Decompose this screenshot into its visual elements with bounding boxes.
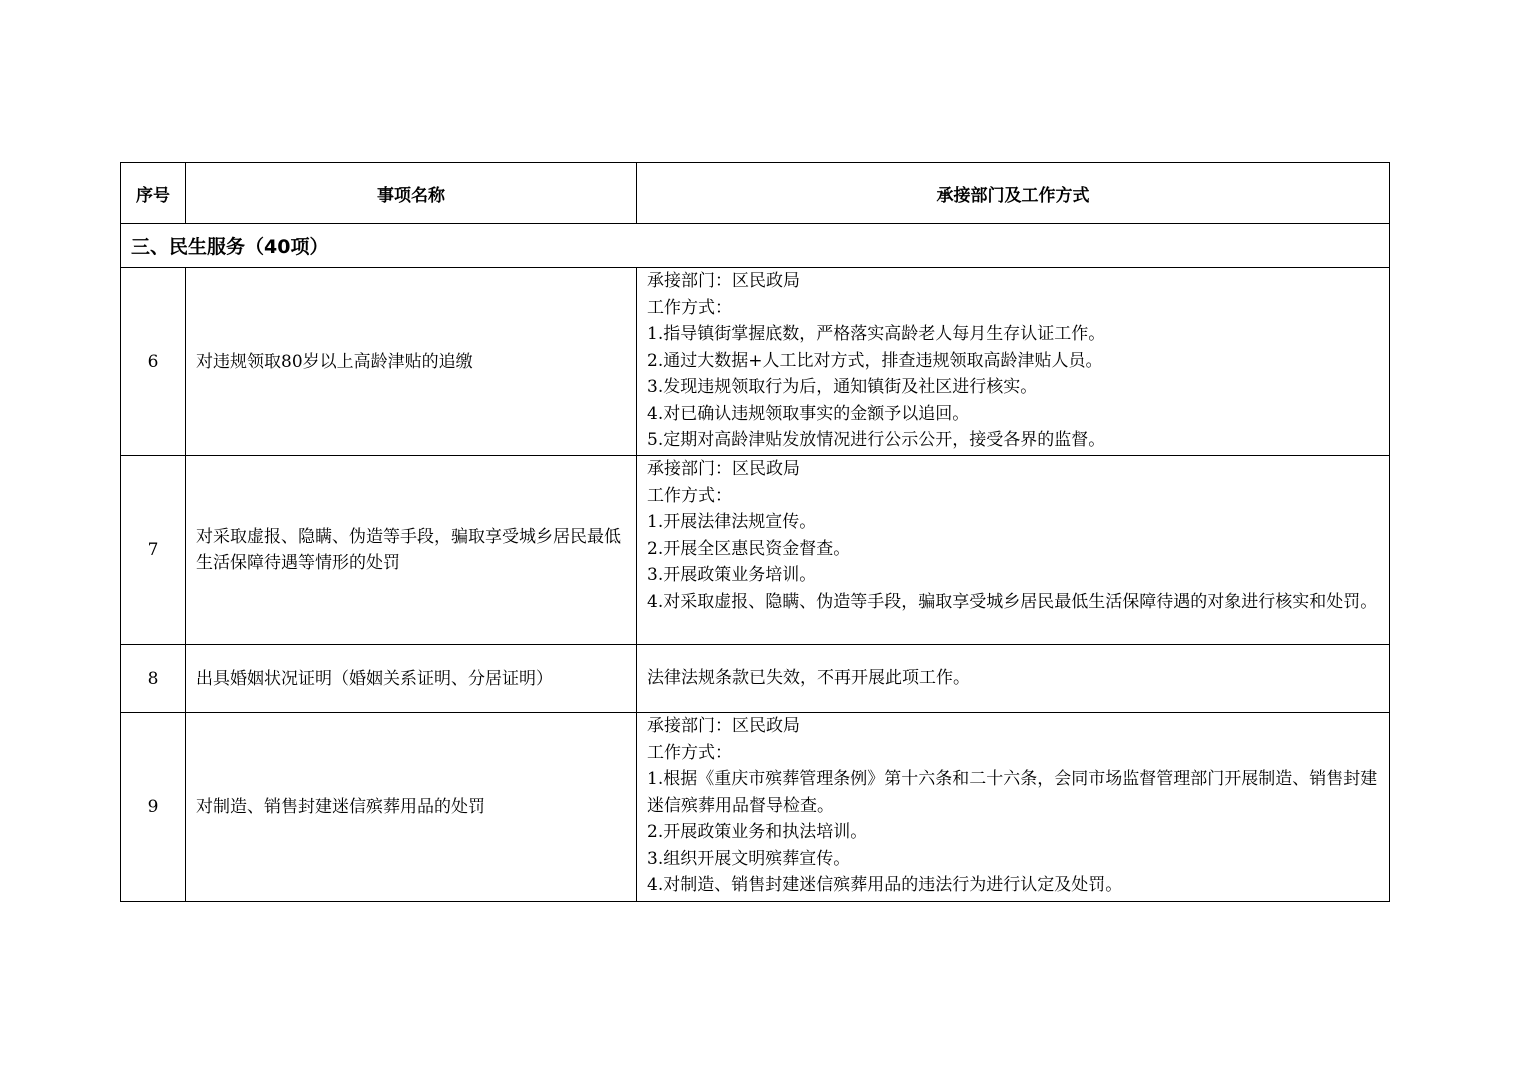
dept-line: 承接部门：区民政局	[647, 459, 800, 479]
section-row	[121, 224, 1390, 268]
row-serial-number: 6	[121, 268, 186, 456]
dept-line: 承接部门：区民政局	[647, 271, 800, 291]
table-header-row	[121, 163, 1390, 224]
row-department-method	[637, 645, 1390, 713]
row-item-name: 对违规领取80岁以上高龄津贴的追缴	[186, 268, 637, 456]
dept-line: 法律法规条款已失效，不再开展此项工作。	[647, 668, 970, 689]
header-serial-number: 序号	[121, 163, 186, 224]
row-department-method	[637, 456, 1390, 645]
section-title: 三、民生服务（40项）	[121, 224, 1390, 268]
service-items-table	[120, 162, 1390, 902]
dept-line: 工作方式：	[647, 742, 732, 763]
dept-line: 工作方式：	[647, 485, 732, 506]
dept-line: 5.定期对高龄津贴发放情况进行公示公开，接受各界的监督。	[647, 430, 1106, 450]
dept-line: 1.根据《重庆市殡葬管理条例》第十六条和二十六条，会同市场监督管理部门开展制造、销售封建迷信殡葬用品督导检查。	[647, 769, 1378, 816]
table-row	[121, 268, 1390, 456]
row-serial-number: 9	[121, 713, 186, 902]
row-serial-number: 7	[121, 456, 186, 645]
header-department-method: 承接部门及工作方式	[637, 163, 1390, 224]
dept-line: 2.开展全区惠民资金督查。	[647, 538, 851, 559]
dept-line: 2.开展政策业务和执法培训。	[647, 822, 868, 842]
table-row	[121, 645, 1390, 713]
dept-line: 承接部门：区民政局	[647, 716, 800, 736]
row-item-name: 出具婚姻状况证明（婚姻关系证明、分居证明）	[186, 645, 637, 713]
row-department-method	[637, 268, 1390, 456]
row-item-name: 对制造、销售封建迷信殡葬用品的处罚	[186, 713, 637, 902]
dept-line: 4.对采取虚报、隐瞒、伪造等手段，骗取享受城乡居民最低生活保障待遇的对象进行核实和处罚。	[647, 591, 1378, 612]
dept-line: 4.对制造、销售封建迷信殡葬用品的违法行为进行认定及处罚。	[647, 875, 1123, 895]
header-item-name: 事项名称	[186, 163, 637, 224]
dept-line: 3.发现违规领取行为后，通知镇街及社区进行核实。	[647, 377, 1038, 397]
row-serial-number: 8	[121, 645, 186, 713]
dept-line: 4.对已确认违规领取事实的金额予以追回。	[647, 403, 970, 424]
row-item-name: 对采取虚报、隐瞒、伪造等手段，骗取享受城乡居民最低生活保障待遇等情形的处罚	[186, 456, 637, 645]
dept-line: 3.开展政策业务培训。	[647, 565, 817, 585]
table-row	[121, 713, 1390, 902]
table-row	[121, 456, 1390, 645]
dept-line: 1.指导镇街掌握底数，严格落实高龄老人每月生存认证工作。	[647, 324, 1106, 344]
dept-line: 工作方式：	[647, 297, 732, 318]
row-department-method	[637, 713, 1390, 902]
dept-line: 1.开展法律法规宣传。	[647, 512, 817, 532]
dept-line: 2.通过大数据+人工比对方式，排查违规领取高龄津贴人员。	[647, 350, 1103, 371]
dept-line: 3.组织开展文明殡葬宣传。	[647, 848, 851, 869]
